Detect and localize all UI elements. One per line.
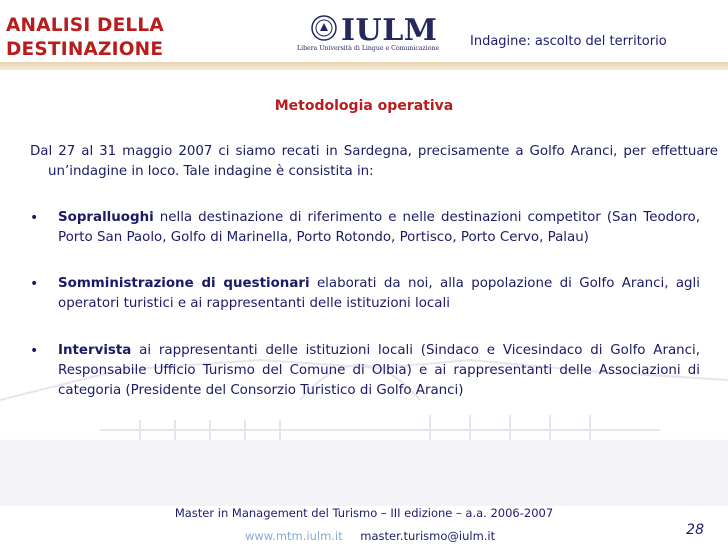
bullet-icon: • — [30, 343, 39, 359]
section-title: Metodologia operativa — [274, 98, 454, 114]
bullet-text — [58, 208, 700, 248]
header-divider — [0, 62, 728, 70]
bullet-icon: • — [30, 210, 39, 226]
iulm-seal-icon — [311, 15, 337, 41]
bullet-icon: • — [30, 276, 39, 292]
bullet-heading: Somministrazione di questionari — [58, 276, 310, 291]
intro-paragraph: Dal 27 al 31 maggio 2007 ci siamo recati in Sardegna, precisamente a Golfo Aranci, per effettuare un’indagine in loco. Tale indagine è consistita in: — [30, 144, 718, 179]
footer-master-line: Master in Management del Turismo – III edizione – a.a. 2006-2007 — [174, 506, 554, 520]
list-item — [30, 274, 700, 314]
logo-wordmark: IULM — [341, 13, 438, 48]
header-title — [6, 14, 164, 62]
page-number: 28 — [686, 522, 704, 538]
bullet-text — [58, 274, 700, 314]
header-subtitle: Indagine: ascolto del territorio — [470, 34, 667, 49]
footer-email-link[interactable]: master.turismo@iulm.it — [360, 529, 496, 543]
bullet-body: ai rappresentanti delle istituzioni locali (Sindaco e Vicesindaco di Golfo Aranci, Responsabile Ufficio Turismo del Comune di Olbia) e ai rappresentanti delle Associazioni di categoria (Presidente del Consorzio Turistico di Golfo Aranci) — [58, 343, 700, 398]
logo-subtext: Libera Università di Lingue e Comunicazione — [297, 45, 440, 52]
bullet-heading: Intervista — [58, 343, 132, 358]
header-title-line1: ANALISI DELLA — [6, 15, 164, 36]
footer-website-link[interactable]: www.mtm.iulm.it — [245, 529, 343, 543]
bullet-body: nella destinazione di riferimento e nelle destinazioni competitor (San Teodoro, Porto San Paolo, Golfo di Marinella, Porto Rotondo, Portisco, Porto Cervo, Palau) — [58, 210, 700, 245]
iulm-logo — [297, 13, 445, 53]
list-item — [30, 208, 700, 248]
bullet-heading: Sopralluoghi — [58, 210, 154, 225]
header-title-line2: DESTINAZIONE — [6, 39, 164, 60]
footer-contacts — [245, 529, 495, 543]
bullet-text — [58, 341, 700, 401]
list-item — [30, 341, 700, 401]
bullet-body: elaborati da noi, alla popolazione di Golfo Aranci, agli operatori turistici e ai rappresentanti delle istituzioni locali — [58, 276, 700, 311]
